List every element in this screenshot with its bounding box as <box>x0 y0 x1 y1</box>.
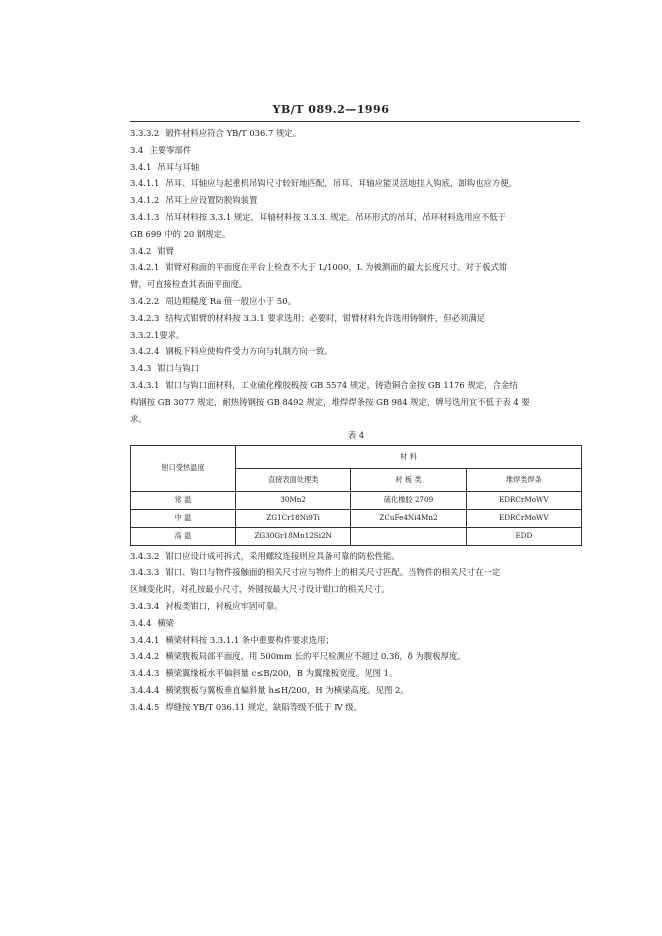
clauses-top <box>130 125 582 427</box>
clause-number: 3.4.3 <box>130 363 152 374</box>
clause-line <box>130 648 582 665</box>
clause-line <box>130 226 582 243</box>
clause-text: 周边粗糙度 Ra 值一般应小于 50。 <box>165 295 296 306</box>
col-temp-header: 钳口受热温度 <box>131 446 236 492</box>
clause-number: 3.4.1.3 <box>130 211 160 222</box>
clause-text: 焊缝按 YB/T 036.11 规定，缺陷等级不低于 Ⅳ 级。 <box>165 701 363 712</box>
clause-number: 3.4.3.4 <box>130 600 160 611</box>
clause-text: 钳口与钩口面材料，工业硫化橡胶板按 GB 5574 规定，铸造铜合金按 GB 1176 规定，合金结 <box>165 379 518 390</box>
cell-liner: 硫化橡胶 2709 <box>351 492 466 510</box>
clause-line <box>130 276 582 293</box>
clause-line <box>130 665 582 682</box>
clause-line <box>130 360 582 377</box>
clause-line <box>130 175 582 192</box>
col-material-header: 材 料 <box>236 446 582 469</box>
clause-text: 吊耳、耳轴应与起重机吊钩尺寸较好地匹配，吊耳、耳轴应能灵活地挂入钩底，卸钩也应方便。 <box>165 178 518 189</box>
clause-text: 横梁翼缘板水平偏斜量 c≤B/200，B 为翼缘板宽度。见图 1。 <box>165 668 398 679</box>
clause-text: 横梁 <box>157 617 175 628</box>
clause-line <box>130 243 582 260</box>
clause-line <box>130 615 582 632</box>
clause-number: 3.4.3.3 <box>130 567 160 578</box>
table-caption: 表 4 <box>347 430 365 441</box>
cell-direct: 30Mn2 <box>236 492 351 510</box>
clause-text: 横梁材料按 3.3.1.1 条中重要构件要求选用； <box>165 634 334 645</box>
clause-line <box>130 310 582 327</box>
clause-line <box>130 125 582 142</box>
clause-text: 钳口应设计成可拆式，采用螺纹连接则应具备可靠的防松性能。 <box>165 550 400 561</box>
subheader-liner: 衬 板 类 <box>351 469 466 492</box>
clause-line <box>130 548 582 565</box>
table-row <box>131 527 582 545</box>
cell-weld: EDRCrMoWV <box>466 509 581 527</box>
clause-line <box>130 394 582 411</box>
clause-text: 吊耳上应设置防脱钩装置 <box>165 195 258 206</box>
table-row <box>131 492 582 510</box>
table-4 <box>130 445 582 545</box>
clause-text: 吊耳与耳轴 <box>157 161 200 172</box>
page-header: YB/T 089.2—1996 <box>272 103 390 116</box>
clause-text: 钳臂对称面的平面度在平台上检查不大于 L/1000，L 为被测面的最大长度尺寸。对于板式钳 <box>165 262 508 273</box>
clause-number: 3.4.4.2 <box>130 651 160 662</box>
clause-line <box>130 564 582 581</box>
table-row <box>131 509 582 527</box>
cell-direct: ZG1Cr18Ni9Ti <box>236 509 351 527</box>
clauses-bottom <box>130 548 582 716</box>
clause-text: 横梁腹板与翼板垂直偏斜量 h≤H/200，H 为横梁高度。见图 2。 <box>165 684 409 695</box>
clause-line <box>130 327 582 344</box>
clause-text: 锻件材料应符合 YB/T 036.7 规定。 <box>165 128 302 138</box>
clause-text: GB 699 中的 20 钢规定。 <box>130 228 231 239</box>
cell-liner <box>351 527 466 545</box>
clause-text: 钳口、钩口与物件接触面的相关尺寸应与物件上的相关尺寸匹配。当物件的相关尺寸在一定 <box>165 567 501 578</box>
clause-text: 吊耳材料按 3.3.1 规定，耳轴材料按 3.3.3. 规定。吊环形式的吊耳，吊环材料选用应不低于 <box>165 211 506 222</box>
clause-line <box>130 699 582 716</box>
clause-number: 3.4.4.3 <box>130 668 160 679</box>
cell-weld: EDRCrMoWV <box>466 492 581 510</box>
clause-text: 臂，可直接检查其表面平面度。 <box>130 279 248 290</box>
clause-number: 3.4.4.4 <box>130 684 160 695</box>
header-rule <box>130 121 580 122</box>
cell-temp: 高 温 <box>131 527 236 545</box>
clause-text: 钳口与钩口 <box>157 363 200 374</box>
table-header-row <box>131 446 582 469</box>
clause-number: 3.4.1 <box>130 161 152 172</box>
clause-line <box>130 682 582 699</box>
clause-line <box>130 192 582 209</box>
clause-number: 3.4 <box>130 144 144 155</box>
clause-text: 横梁腹板局部平面度，用 500mm 长的平尺检测应不超过 0.3δ，δ 为腹板厚度。 <box>165 651 466 662</box>
clause-line <box>130 581 582 598</box>
clause-text: 主要零部件 <box>149 144 192 155</box>
cell-temp: 常 温 <box>131 492 236 510</box>
clause-number: 3.4.4.1 <box>130 634 160 645</box>
clause-number: 3.4.2.3 <box>130 312 160 323</box>
clause-line <box>130 142 582 159</box>
clause-text: 结构式钳臂的材料按 3.3.1 要求选用；必要时，钳臂材料允许选用铸钢件，但必须满足 <box>165 312 486 323</box>
clause-number: 3.4.2.4 <box>130 346 160 357</box>
clause-text: 区域变化时，对孔按最小尺寸，外圆按最大尺寸设计钳口的相关尺寸。 <box>130 584 390 595</box>
clause-number: 3.3.3.2 <box>130 128 160 138</box>
clause-number: 3.4.2 <box>130 245 152 256</box>
clause-number: 3.4.4.5 <box>130 701 160 712</box>
clause-number: 3.4.1.2 <box>130 195 160 206</box>
clause-text: 衬板类钳口，衬板应牢固可靠。 <box>165 600 283 611</box>
cell-liner: ZCuFe4Ni4Mn2 <box>351 509 466 527</box>
clause-line <box>130 343 582 360</box>
cell-weld: EDD <box>466 527 581 545</box>
clause-number: 3.4.2.2 <box>130 295 160 306</box>
subheader-direct: 直接表面处理类 <box>236 469 351 492</box>
clause-number: 3.4.2.1 <box>130 262 160 273</box>
clause-line <box>130 209 582 226</box>
clause-number: 3.4.4 <box>130 617 152 628</box>
clause-line <box>130 632 582 649</box>
clause-text: 钳臂 <box>157 245 175 256</box>
clause-line <box>130 411 582 428</box>
clause-text: 钢板下料应使构件受力方向与轧制方向一致。 <box>165 346 333 357</box>
clause-line <box>130 293 582 310</box>
clause-number: 3.4.3.1 <box>130 379 160 390</box>
clause-line <box>130 377 582 394</box>
cell-direct: ZG30Gr18Mn12Si2N <box>236 527 351 545</box>
clause-text: 构钢按 GB 3077 规定，耐热铸钢按 GB 8492 规定，堆焊焊条按 GB 984 规定，牌号选用宜不低于表 4 要 <box>130 396 530 407</box>
clause-number: 3.4.1.1 <box>130 178 160 189</box>
clause-line <box>130 598 582 615</box>
clause-number: 3.4.3.2 <box>130 550 160 561</box>
cell-temp: 中 温 <box>131 509 236 527</box>
clause-text: 求。 <box>130 413 147 424</box>
clause-line <box>130 259 582 276</box>
clause-text: 3.3.2.1要求。 <box>130 329 185 340</box>
clause-line <box>130 159 582 176</box>
document-body <box>130 125 582 716</box>
subheader-weld: 堆焊类焊条 <box>466 469 581 492</box>
